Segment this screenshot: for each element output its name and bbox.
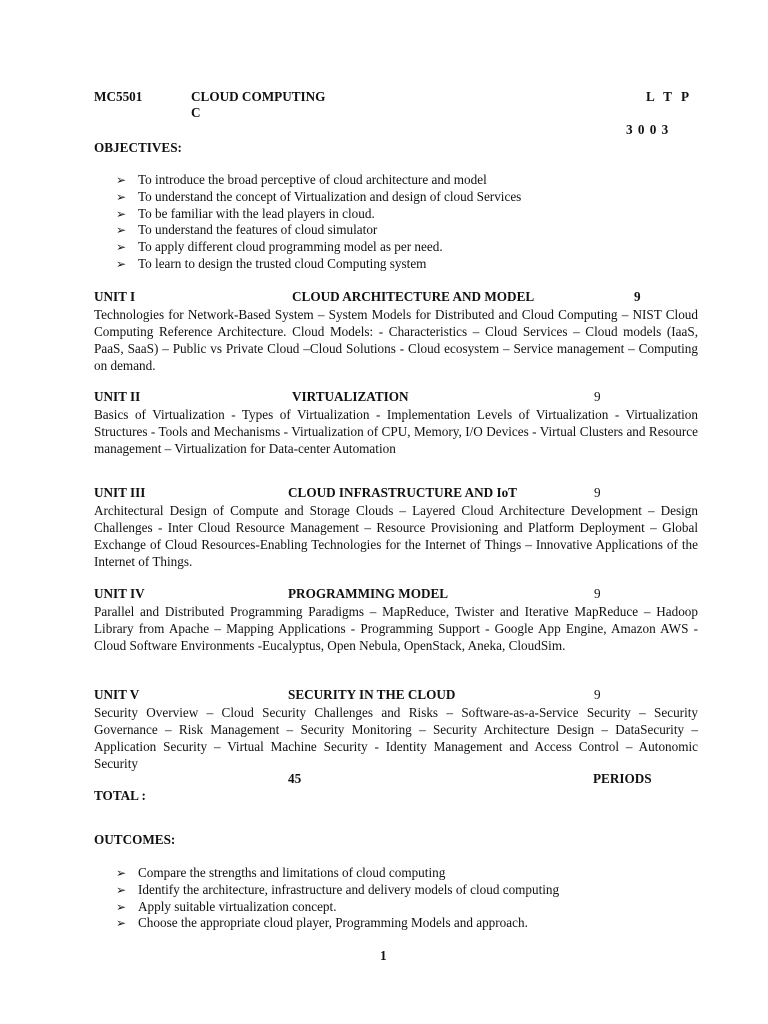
arrow-bullet-icon: ➢ (116, 189, 127, 204)
unit-hours: 9 (594, 586, 601, 601)
unit-hours: 9 (594, 687, 601, 702)
objective-item: ➢ To learn to design the trusted cloud Computing system (116, 255, 427, 271)
unit-title: SECURITY IN THE CLOUD (288, 687, 456, 702)
unit-title: PROGRAMMING MODEL (288, 586, 449, 601)
objective-item: ➢ To understand the features of cloud simulator (116, 222, 378, 238)
unit-heading (94, 389, 714, 406)
unit-label: UNIT I (94, 289, 136, 304)
arrow-bullet-icon: ➢ (116, 206, 127, 221)
unit-heading (94, 289, 714, 306)
total-value: 45 (288, 771, 302, 786)
outcomes-heading: OUTCOMES: (94, 832, 176, 847)
objective-item: ➢ To be familiar with the lead players in cloud. (116, 205, 375, 221)
outcomes-list (116, 865, 559, 932)
unit-title: CLOUD ARCHITECTURE AND MODEL (292, 289, 535, 304)
unit-label: UNIT V (94, 687, 140, 702)
unit-hours: 9 (594, 485, 601, 500)
outcome-item: ➢ Compare the strengths and limitations of cloud computing (116, 865, 446, 880)
page-number: 1 (380, 948, 387, 963)
objective-item: ➢ To introduce the broad perceptive of cloud architecture and model (116, 172, 487, 187)
outcome-item: ➢ Choose the appropriate cloud player, Programming Models and approach. (116, 915, 528, 931)
unit-label: UNIT II (94, 389, 141, 404)
total-label: TOTAL : (94, 788, 146, 803)
arrow-bullet-icon: ➢ (116, 223, 127, 238)
arrow-bullet-icon: ➢ (116, 240, 127, 255)
unit-title: CLOUD INFRASTRUCTURE AND IoT (288, 485, 517, 500)
unit-hours: 9 (634, 289, 641, 304)
arrow-bullet-icon: ➢ (116, 256, 127, 271)
objective-item: ➢ To apply different cloud programming model as per need. (116, 239, 443, 255)
unit-body: Technologies for Network-Based System – System Models for Distributed and Cloud Computing – NIST Cloud Computing Reference Architecture. Cloud Models: - Characteristics – Cloud Services – Cloud models (IaaS, PaaS, SaaS) – Public vs Private Cloud –Cloud Solutions - Cloud ecosystem – Service management – Computing on demand. (94, 307, 698, 373)
unit-label: UNIT IV (94, 586, 145, 601)
credits: 3 0 0 3 (626, 122, 670, 137)
course-title: CLOUD COMPUTING (191, 89, 326, 104)
outcome-item: ➢ Identify the architecture, infrastructure and delivery models of cloud computing (116, 881, 560, 897)
unit-body: Basics of Virtualization - Types of Virtualization - Implementation Levels of Virtualization - Virtualization Structures - Tools and Mechanisms - Virtualization of CPU, Memory, I/O Devices - Virtual Clusters and Resource management – Virtualization for Data-center Automation (94, 407, 698, 456)
unit-body: Security Overview – Cloud Security Challenges and Risks – Software-as-a-Service Security – Security Governance – Risk Management – Security Monitoring – Security Architecture Design – DataSecurity – Application Security – Virtual Machine Security - Identity Management and Access Control – Autonomic Security (94, 705, 698, 771)
periods-label: PERIODS (593, 771, 652, 786)
arrow-bullet-icon: ➢ (116, 173, 127, 187)
unit-heading (94, 687, 714, 704)
unit-heading (94, 485, 714, 502)
arrow-bullet-icon: ➢ (116, 916, 127, 931)
unit-heading (94, 586, 714, 603)
arrow-bullet-icon: ➢ (116, 866, 127, 880)
objectives-heading: OBJECTIVES: (94, 140, 182, 155)
unit-body: Architectural Design of Compute and Storage Clouds – Layered Cloud Architecture Development – Design Challenges - Inter Cloud Resource Management – Resource Provisioning and Platform Deployment – Global Exchange of Cloud Resources-Enabling Technologies for the Internet of Things – Innovative Applications of the Internet of Things. (94, 503, 698, 569)
course-code: MC5501 (94, 89, 143, 104)
c-label: C (191, 105, 201, 120)
unit-label: UNIT III (94, 485, 146, 500)
objective-item: ➢ To understand the concept of Virtualization and design of cloud Services (116, 188, 522, 204)
arrow-bullet-icon: ➢ (116, 899, 127, 914)
objectives-list (116, 172, 521, 273)
unit-body: Parallel and Distributed Programming Paradigms – MapReduce, Twister and Iterative MapReduce – Hadoop Library from Apache – Mapping Applications - Programming Support - Google App Engine, Amazon AWS - Cloud Software Environments -Eucalyptus, Open Nebula, OpenStack, Aneka, CloudSim. (94, 604, 698, 653)
unit-hours: 9 (594, 389, 601, 404)
unit-title: VIRTUALIZATION (292, 389, 409, 404)
ltp-label: L T P (646, 89, 693, 104)
arrow-bullet-icon: ➢ (116, 882, 127, 897)
outcome-item: ➢ Apply suitable virtualization concept. (116, 898, 337, 914)
